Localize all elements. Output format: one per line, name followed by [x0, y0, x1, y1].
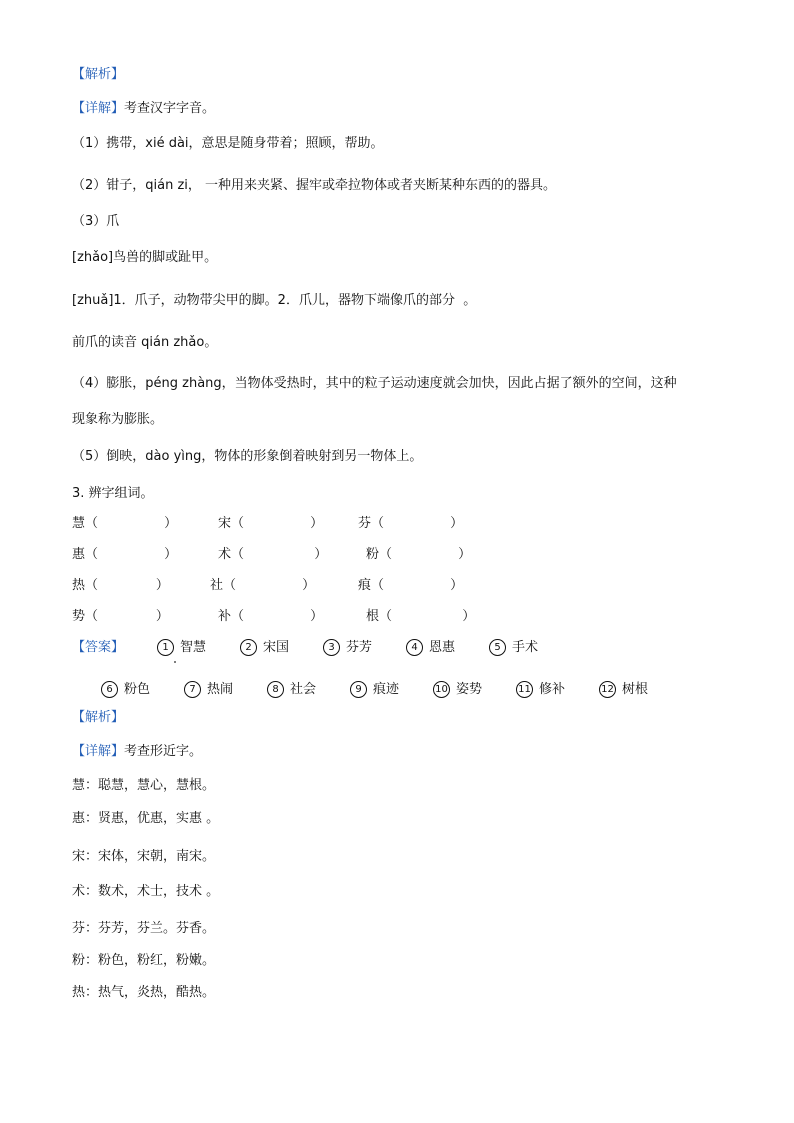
circled-number: 5 — [489, 639, 506, 656]
word-blank: 社（ ） — [210, 578, 316, 593]
circled-number: 4 — [406, 639, 423, 656]
text-line: 前爪的读音 qián zhǎo。 — [72, 335, 218, 350]
text-line: （3）爪 — [72, 214, 120, 229]
text-line: 芬：芬芳，芬兰。芬香。 — [72, 921, 216, 936]
word-blank: 势（ ） — [72, 609, 169, 624]
word-blank: 粉（ ） — [366, 547, 472, 562]
detail-text: 考查形近字。 — [124, 744, 203, 759]
word-blank: 补（ ） — [218, 609, 324, 624]
word-blank: 芬（ ） — [358, 516, 464, 531]
answer-row — [0, 681, 794, 699]
text-line: （5）倒映，dào yìng，物体的形象倒着映射到另一物体上。 — [72, 449, 423, 464]
detail-line — [72, 743, 202, 761]
word-blank: 惠（ ） — [72, 547, 178, 562]
word-grid-row — [72, 577, 512, 595]
text-line: 宋：宋体，宋朝，南宋。 — [72, 849, 216, 864]
text-line: 粉：粉色，粉红，粉嫩。 — [72, 953, 216, 968]
circled-number: 7 — [184, 681, 201, 698]
analysis-heading: 【解析】 — [72, 67, 125, 82]
detail-label: 【详解】 — [72, 101, 125, 116]
circled-number: 8 — [267, 681, 284, 698]
text-line: （1）携带，xié dài，意思是随身带着；照顾，帮助。 — [72, 136, 384, 151]
text-line: （2）钳子，qián zi， 一种用来夹紧、握牢或牵拉物体或者夹断某种东西的的器具。 — [72, 178, 557, 193]
text-line: （4）膨胀，péng zhàng，当物体受热时，其中的粒子运动速度就会加快，因此占据了额外的空间，这种 — [72, 376, 677, 391]
analysis-heading: 【解析】 — [72, 710, 125, 725]
mark-dot — [174, 661, 176, 663]
word-blank: 慧（ ） — [72, 516, 178, 531]
answer-item: 5 手术 — [489, 639, 538, 657]
circled-number: 3 — [323, 639, 340, 656]
text-line: 惠：贤惠，优惠，实惠 。 — [72, 811, 220, 826]
word-blank: 热（ ） — [72, 578, 169, 593]
circled-number: 12 — [599, 681, 616, 698]
detail-line — [72, 100, 215, 118]
circled-number: 1 — [157, 639, 174, 656]
answer-row — [0, 639, 794, 657]
answer-item: 7 热闹 — [184, 681, 233, 699]
answer-item: 4 恩惠 — [406, 639, 455, 657]
word-blank: 痕（ ） — [358, 578, 464, 593]
answer-item: 3 芬芳 — [323, 639, 372, 657]
word-blank: 术（ ） — [218, 547, 328, 562]
circled-number: 11 — [516, 681, 533, 698]
text-line: [zhuǎ]1．爪子，动物带尖甲的脚。2．爪儿，器物下端像爪的部分 。 — [72, 293, 477, 308]
circled-number: 2 — [240, 639, 257, 656]
answer-item: 10 姿势 — [433, 681, 482, 699]
word-blank: 宋（ ） — [218, 516, 324, 531]
word-grid-row — [72, 608, 512, 626]
text-line: 现象称为膨胀。 — [72, 412, 164, 427]
detail-label: 【详解】 — [72, 744, 125, 759]
answer-label: 【答案】 — [72, 640, 125, 655]
text-line: 热：热气，炎热，酷热。 — [72, 985, 216, 1000]
text-line: [zhǎo]鸟兽的脚或趾甲。 — [72, 250, 218, 265]
answer-item: 12 树根 — [599, 681, 648, 699]
circled-number: 10 — [433, 681, 450, 698]
word-grid-row — [72, 546, 512, 564]
circled-number: 6 — [101, 681, 118, 698]
answer-item: 8 社会 — [267, 681, 316, 699]
circled-number: 9 — [350, 681, 367, 698]
question-title: 3. 辨字组词。 — [72, 486, 154, 501]
answer-item: 2 宋国 — [240, 639, 289, 657]
text-line: 慧：聪慧，慧心，慧根。 — [72, 778, 216, 793]
answer-item: 9 痕迹 — [350, 681, 399, 699]
answer-item: 6 粉色 — [101, 681, 150, 699]
word-grid-row — [72, 515, 512, 533]
word-blank: 根（ ） — [366, 609, 476, 624]
text-line: 术：数术，术士，技术 。 — [72, 884, 220, 899]
answer-item: 11 修补 — [516, 681, 565, 699]
answer-item: 1 智慧 — [157, 639, 206, 657]
detail-text: 考查汉字字音。 — [124, 101, 216, 116]
